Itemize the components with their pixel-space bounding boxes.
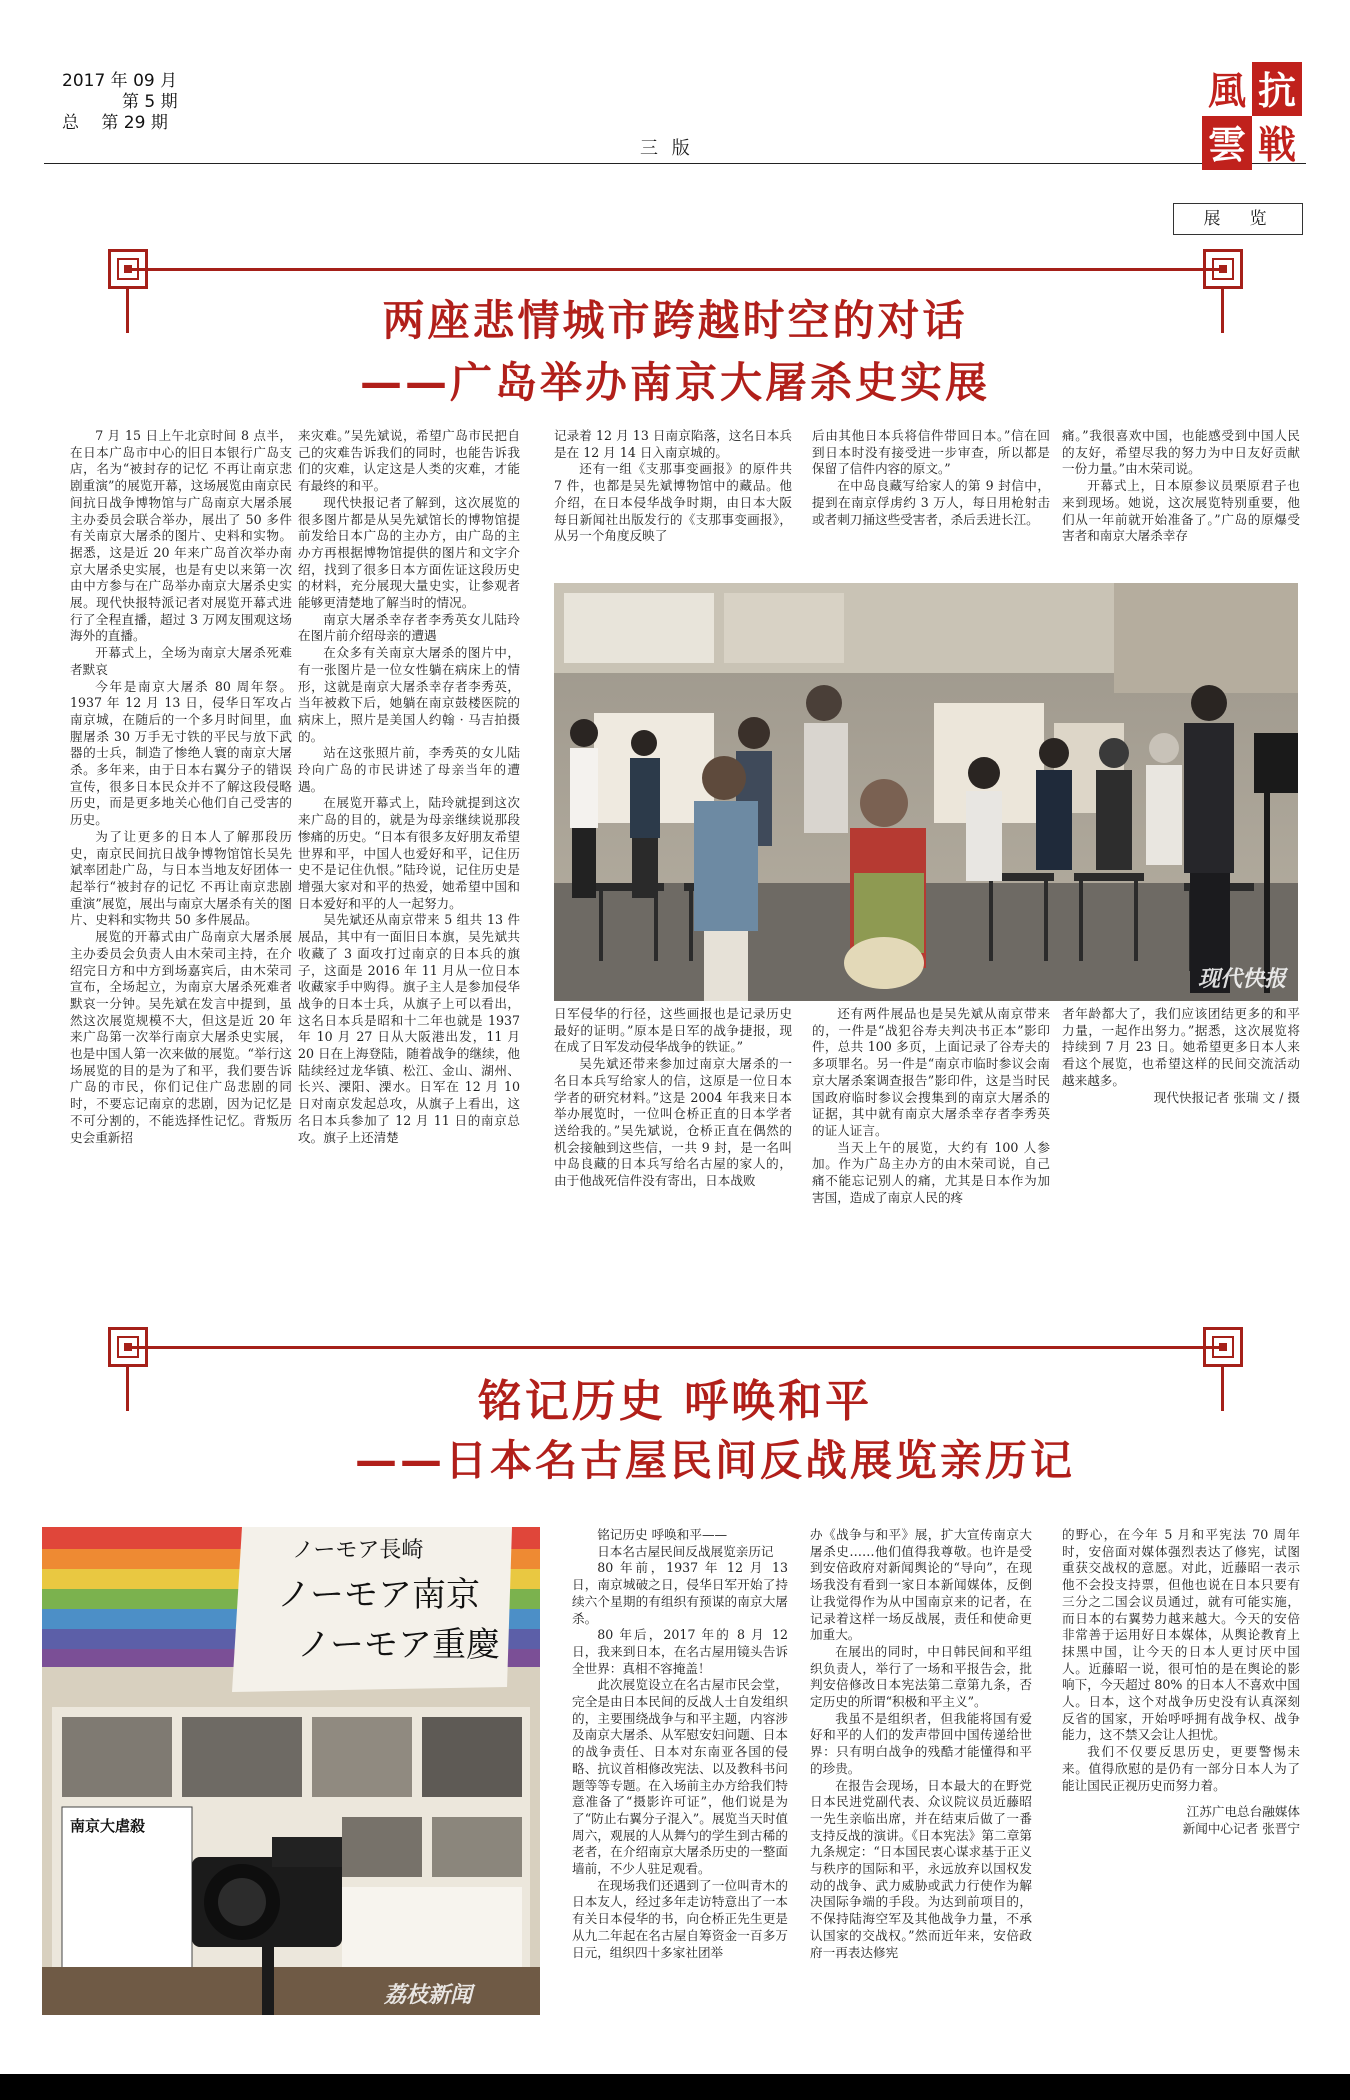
a1c1-p2: 今年是南京大屠杀 80 周年祭。1937 年 12 月 13 日，侵华日军攻占南京城，在随后的一个多月时间里，血腥屠杀 30 万手无寸铁的平民与放下武器的士兵，制造了惨绝人寰的南京大屠杀。多年来，由于日本右翼分子的错误宣传，很多日本民众并不了解这段侵略历史，而是更多地关心他们自己受害的历史。	[70, 678, 292, 828]
a1c3b-p1: 日军侵华的行径，这些画报也是记录历史最好的证明。”原本是日军的战争捷报，现在成了日军发动侵华战争的铁证。”	[554, 1006, 792, 1055]
a1c2-p6: 吴先斌还从南京带来 5 组共 13 件展品，其中有一面旧日本旗，吴先斌共收藏了 3 面攻打过南京的日本兵的旗子，这面是 2016 年 11 月从一位日本收藏家手中购得。旗子主人是参加侵华战争的日本士兵，从旗子上可以看出，这名日本兵是昭和十二年也就是 1937 年 10 月 27 日从大阪港出发，11 月 20 日在上海登陆，随着战争的继续，他陆续经过龙华镇、松江、金山、湖州、长兴、溧阳、溧水。日军在 12 月 10 日对南京发起总攻，从旗子上看出，这名日本兵参加了 12 月 11 日的南京总攻。旗子上还清楚	[298, 912, 520, 1145]
article1-col3-bottom	[554, 1006, 792, 1278]
issue-date: 2017 年 09 月	[62, 71, 178, 91]
a1c5b-p1: 者年龄都大了，我们应该团结更多的和平力量，一起作出努力。”据悉，这次展览将持续到 7 月 23 日。她希望更多日本人来看这个展览，也希望这样的民间交流活动越来越多。	[1062, 1006, 1300, 1088]
a2c1-lead2: 日本名古屋民间反战展览亲历记	[597, 1543, 774, 1559]
a1c2-p1: 来灾难。”吴先斌说，希望广岛市民把自己的灾难告诉我们的同时，也能告诉我们的灾难，认定这是人类的灾难，才能有最终的和平。	[298, 428, 520, 494]
issue-number: 第 5 期	[122, 92, 178, 112]
a2c3-p2: 我们不仅要反思历史，更要警惕未来。值得欣慰的是仍有一部分日本人为了能让国民正视历史而努力着。	[1062, 1744, 1300, 1793]
a1c4b-p1: 还有两件展品也是吴先斌从南京带来的，一件是“战犯谷寿夫判决书正本”影印件，总共 100 多页，上面记录了谷寿夫的多项罪名。另一件是“南京市临时参议会南京大屠杀案调查报告”影印件，这是当时民国政府临时参议会搜集到的南京大屠杀的证据，其中就有南京大屠杀幸存者李秀英的证人证言。	[812, 1006, 1050, 1138]
article1-frame	[128, 268, 1222, 271]
a1c4t-p1: 后由其他日本兵将信件带回日本。”信在回到日本时没有接受进一步审查，所以都是保留了信件内容的原文。”	[812, 428, 1050, 477]
a2c2-p1: 办《战争与和平》展，扩大宣传南京大屠杀史……他们值得我尊敬。也许是受到安倍政府对新闻舆论的“导向”，在现场我没有看到一家日本新闻媒体，反倒让我觉得作为从中国南京来的记者，在记录着这样一场反战展，责任和使命更加重大。	[810, 1527, 1032, 1643]
a1c1-p4: 展览的开幕式由广岛南京大屠杀展主办委员会负责人由木荣司主持，在介绍完日方和中方到场嘉宾后，由木荣司宣布，全场起立，为南京大屠杀死难者默哀一分钟。吴先斌在发言中提到，虽然这次展览规模不大，但这是近 20 年来广岛第一次举行南京大屠杀史实展，也是中国人第一次来做的展览。“举行这场展览的目的是为了和平，我们要告诉广岛的市民，你们记住广岛悲剧的同时，不要忘记南京的悲剧，因为记忆是不可分割的，不能选择性记忆。背叛历史会重新招	[70, 929, 292, 1145]
a2c1-lead1: 铭记历史 呼唤和平——	[597, 1527, 728, 1542]
article1-col4-bottom	[812, 1006, 1050, 1278]
logo-char-4: 雲	[1207, 122, 1247, 167]
photo-sign-4: 南京大虐殺	[70, 1817, 146, 1835]
a1c3b-p2: 吴先斌还带来参加过南京大屠杀的一名日本兵写给家人的信，这原是一位日本学者的研究材料。”这是 2004 年我来日本举办展览时，一位叫仓桥正直的日本学者送给我的。”吴先斌说，仓桥正直在偶然的机会接触到这些信，一共 9 封，是一名叫中岛良藏的日本兵写给名古屋的家人的，由于他战死信件没有寄出，日本战败	[554, 1056, 792, 1189]
article1-title: 两座悲情城市跨越时空的对话	[382, 296, 968, 345]
logo-char-3: 風	[1207, 68, 1247, 113]
a1c2-p2: 现代快报记者了解到，这次展览的很多图片都是从吴先斌馆长的博物馆提前发给日本广岛的主办方，由广岛的主办方再根据博物馆提供的图片和文字介绍，找到了很多日本方面佐证这段历史的材料，充分展现大量史实，让参观者能够更清楚地了解当时的情况。	[298, 494, 520, 611]
page-bottom-bar	[0, 2074, 1350, 2100]
a1c2-p4: 站在这张照片前，李秀英的女儿陆玲向广岛的市民讲述了母亲当年的遭遇。	[298, 745, 520, 794]
a2c2-p3: 我虽不是组织者，但我能将国有爱好和平的人们的发声带回中国传递给世界：只有明白战争的残酷才能懂得和平的珍贵。	[810, 1710, 1032, 1776]
a2c1-p3: 此次展览设立在名古屋市民会堂，完全是由日本民间的反战人士自发组织的，主要围绕战争与和平主题，内容涉及南京大屠杀、从军慰安妇问题、日本的战争责任、日本对东南亚各国的侵略、抗议首相修改宪法、以及教科书问题等等专题。在入场前主办方给我们特意准备了“摄影许可证”，他们说是为了“防止右翼分子混入”。展览当天时值周六，观展的人从舞勺的学生到古稀的老者，在介绍南京大屠杀历史的一整面墙前，不少人驻足观看。	[572, 1677, 788, 1877]
article1-col5-bottom	[1062, 1006, 1300, 1146]
article1-subtitle: ——广岛举办南京大屠杀史实展	[359, 358, 990, 407]
article1-col4-top	[812, 428, 1050, 578]
a2c1-p4: 在现场我们还遇到了一位叫青木的日本友人，经过多年走访特意出了一本有关日本侵华的书，向仓桥正先生更是从九二年起在名古屋自筹资金一百多万日元，组织四十多家社团举	[572, 1877, 788, 1960]
a1c1-p3: 为了让更多的日本人了解那段历史，南京民间抗日战争博物馆馆长吴先斌率团赴广岛，与日本当地友好团体一起举行“被封存的记忆 不再让南京悲剧重演”展览，展出与南京大屠杀有关的图片、史料和实物共 50 多件展品。	[70, 828, 292, 928]
page-label: 三 版	[640, 138, 694, 159]
photo-sign-1: ノーモア長崎	[292, 1538, 424, 1563]
article1-col5-top	[1062, 428, 1300, 578]
a2c2-p4: 在报告会现场，日本最大的在野党日本民进党副代表、众议院议员近藤昭一先生亲临出席，并在结束后做了一番支持反战的演讲。《日本宪法》第二章第九条规定：“日本国民衷心谋求基于正义与秩序的国际和平，永远放弃以国权发动的战争、武力威胁或武力行使作为解决国际争端的手段。为达到前项目的，不保持陆海空军及其他战争力量，不承认国家的交战权。”然而近年来，安倍政府一再表达修宪	[810, 1777, 1032, 1960]
article1-photo-watermark: 现代快报	[1197, 967, 1286, 992]
a1-byline: 现代快报记者 张瑞 文 / 摄	[1153, 1089, 1300, 1105]
issue-total: 总 第 29 期	[62, 113, 168, 133]
article1-photo	[554, 583, 1298, 1001]
article2-title: 铭记历史 呼唤和平	[477, 1376, 873, 1427]
article2-col2	[810, 1527, 1032, 2017]
article2-col1	[572, 1527, 788, 2017]
a1c3t-p1: 记录着 12 月 13 日南京陷落，这名日本兵是在 12 月 14 日入南京城的。	[554, 428, 792, 460]
a1c2-subhead: 南京大屠杀幸存者李秀英女儿陆玲在图片前介绍母亲的遭遇	[298, 611, 520, 644]
a1c3t-p2: 还有一组《支那事变画报》的原件共 7 件，也都是吴先斌博物馆中的藏品。他介绍，在日本侵华战争时期，由日本大阪每日新闻社出版发行的《支那事变画报》，从另一个角度反映了	[554, 461, 792, 544]
a1c4b-p2: 当天上午的展览，大约有 100 人参加。作为广岛主办方的由木荣司说，自己痛不能忘记别人的痛，尤其是日本作为加害国，造成了南京人民的疼	[812, 1139, 1050, 1205]
header-rule	[44, 163, 1306, 164]
masthead-logo	[1202, 62, 1302, 170]
a1c1-subhead: 开幕式上，全场为南京大屠杀死难者默哀	[70, 645, 292, 677]
a1c1-p1: 7 月 15 日上午北京时间 8 点半，在日本广岛市中心的旧日本银行广岛支店，名为“被封存的记忆 不再让南京悲剧重演”的展览开幕，这场展览由南京民间抗日战争博物馆与广岛南京大屠杀展主办委员会联合举办，展出了 50 多件有关南京大屠杀的图片、史料和实物。据悉，这是近 20 年来广岛首次举办南京大屠杀史实展，也是有史以来第一次由中方参与在广岛举办南京大屠杀史实展。现代快报特派记者对展览开幕式进行了全程直播，超过 3 万网友围观这场海外的直播。	[70, 428, 292, 644]
section-tag: 展 览	[1173, 203, 1303, 235]
a2c1-p1: 80 年前，1937 年 12 月 13 日，南京城破之日，侵华日军开始了持续六个星期的有组织有预谋的南京大屠杀。	[572, 1560, 788, 1626]
article1-col3-top	[554, 428, 792, 578]
logo-char-1: 抗	[1257, 68, 1297, 113]
article2-photo-watermark: 荔枝新闻	[384, 1983, 473, 2008]
a2-byline-name: 新闻中心记者 张晋宁	[1182, 1820, 1300, 1836]
article2-col3	[1062, 1527, 1300, 2017]
article1-col1	[70, 428, 292, 1276]
frame-ornament-right	[1203, 249, 1243, 289]
article1-col2	[298, 428, 520, 1276]
a1c5t-p1: 痛。”我很喜欢中国，也能感受到中国人民的友好，希望尽我的努力为中日友好贡献一份力量。”由木荣司说。	[1062, 428, 1300, 477]
article2-photo	[42, 1527, 540, 2015]
a2-byline-org: 江苏广电总台融媒体	[1186, 1804, 1300, 1820]
a2c1-p2: 80 年后，2017 年的 8 月 12 日，我来到日本，在名古屋用镜头告诉全世界：真相不容掩盖！	[572, 1627, 788, 1676]
a1c4t-p2: 在中岛良藏写给家人的第 9 封信中，提到在南京俘虏约 3 万人，每日用枪射击或者刺刀捅这些受害者，杀后丢进长江。	[812, 478, 1050, 527]
frame2-ornament-right	[1203, 1327, 1243, 1367]
a2c2-p2: 在展出的同时，中日韩民间和平组织负责人，举行了一场和平报告会，批判安倍修改日本宪法第二章第九条，否定历史的所谓“积极和平主义”。	[810, 1643, 1032, 1710]
logo-char-2: 戦	[1257, 122, 1297, 167]
article2-subtitle: ——日本名古屋民间反战展览亲历记	[354, 1436, 1075, 1485]
frame2-ornament-left	[108, 1327, 148, 1367]
a1c2-p3: 在众多有关南京大屠杀的图片中，有一张图片是一位女性躺在病床上的情形，这就是南京大屠杀幸存者李秀英，当年被救下后，她躺在南京鼓楼医院的病床上，照片是美国人约翰 · 马吉拍摄的。	[298, 645, 520, 744]
a1c5t-p2: 开幕式上，日本原参议员栗原君子也来到现场。她说，这次展览特别重要，他们从一年前就开始准备了。”广岛的原爆受害者和南京大屠杀幸存	[1062, 478, 1300, 544]
frame-ornament-left	[108, 249, 148, 289]
a1c2-p5: 在展览开幕式上，陆玲就提到这次来广岛的目的，就是为母亲继续说那段惨痛的历史。“日本有很多友好朋友希望世界和平，中国人也爱好和平，记住历史不是记住仇恨。”陆玲说，记住历史是增强大家对和平的热爱，她希望中国和日本爱好和平的人一起努力。	[298, 795, 520, 911]
photo-sign-3: ノーモア重慶	[297, 1625, 500, 1665]
a2c3-p1: 的野心，在今年 5 月和平宪法 70 周年时，安倍面对媒体强烈表达了修宪，试图重获交战权的意愿。对此，近藤昭一表示他不会投支持票，但他也说在日本只要有三分之二国会议员通过，就有可能实施，而日本的右翼势力越来越大。今天的安倍非常善于运用好日本媒体，从舆论教育上抹黑中国，让今天的日本人更讨厌中国人。近藤昭一说，很可怕的是在舆论的影响下，今天超过 80% 的日本人不喜欢中国人。日本，这个对战争历史没有认真深刻反省的国家，开始呼呼拥有战争权、战争能力，这不禁又会让人担忧。	[1062, 1527, 1300, 1743]
article2-frame	[128, 1346, 1222, 1349]
photo-sign-2: ノーモア南京	[277, 1575, 480, 1615]
